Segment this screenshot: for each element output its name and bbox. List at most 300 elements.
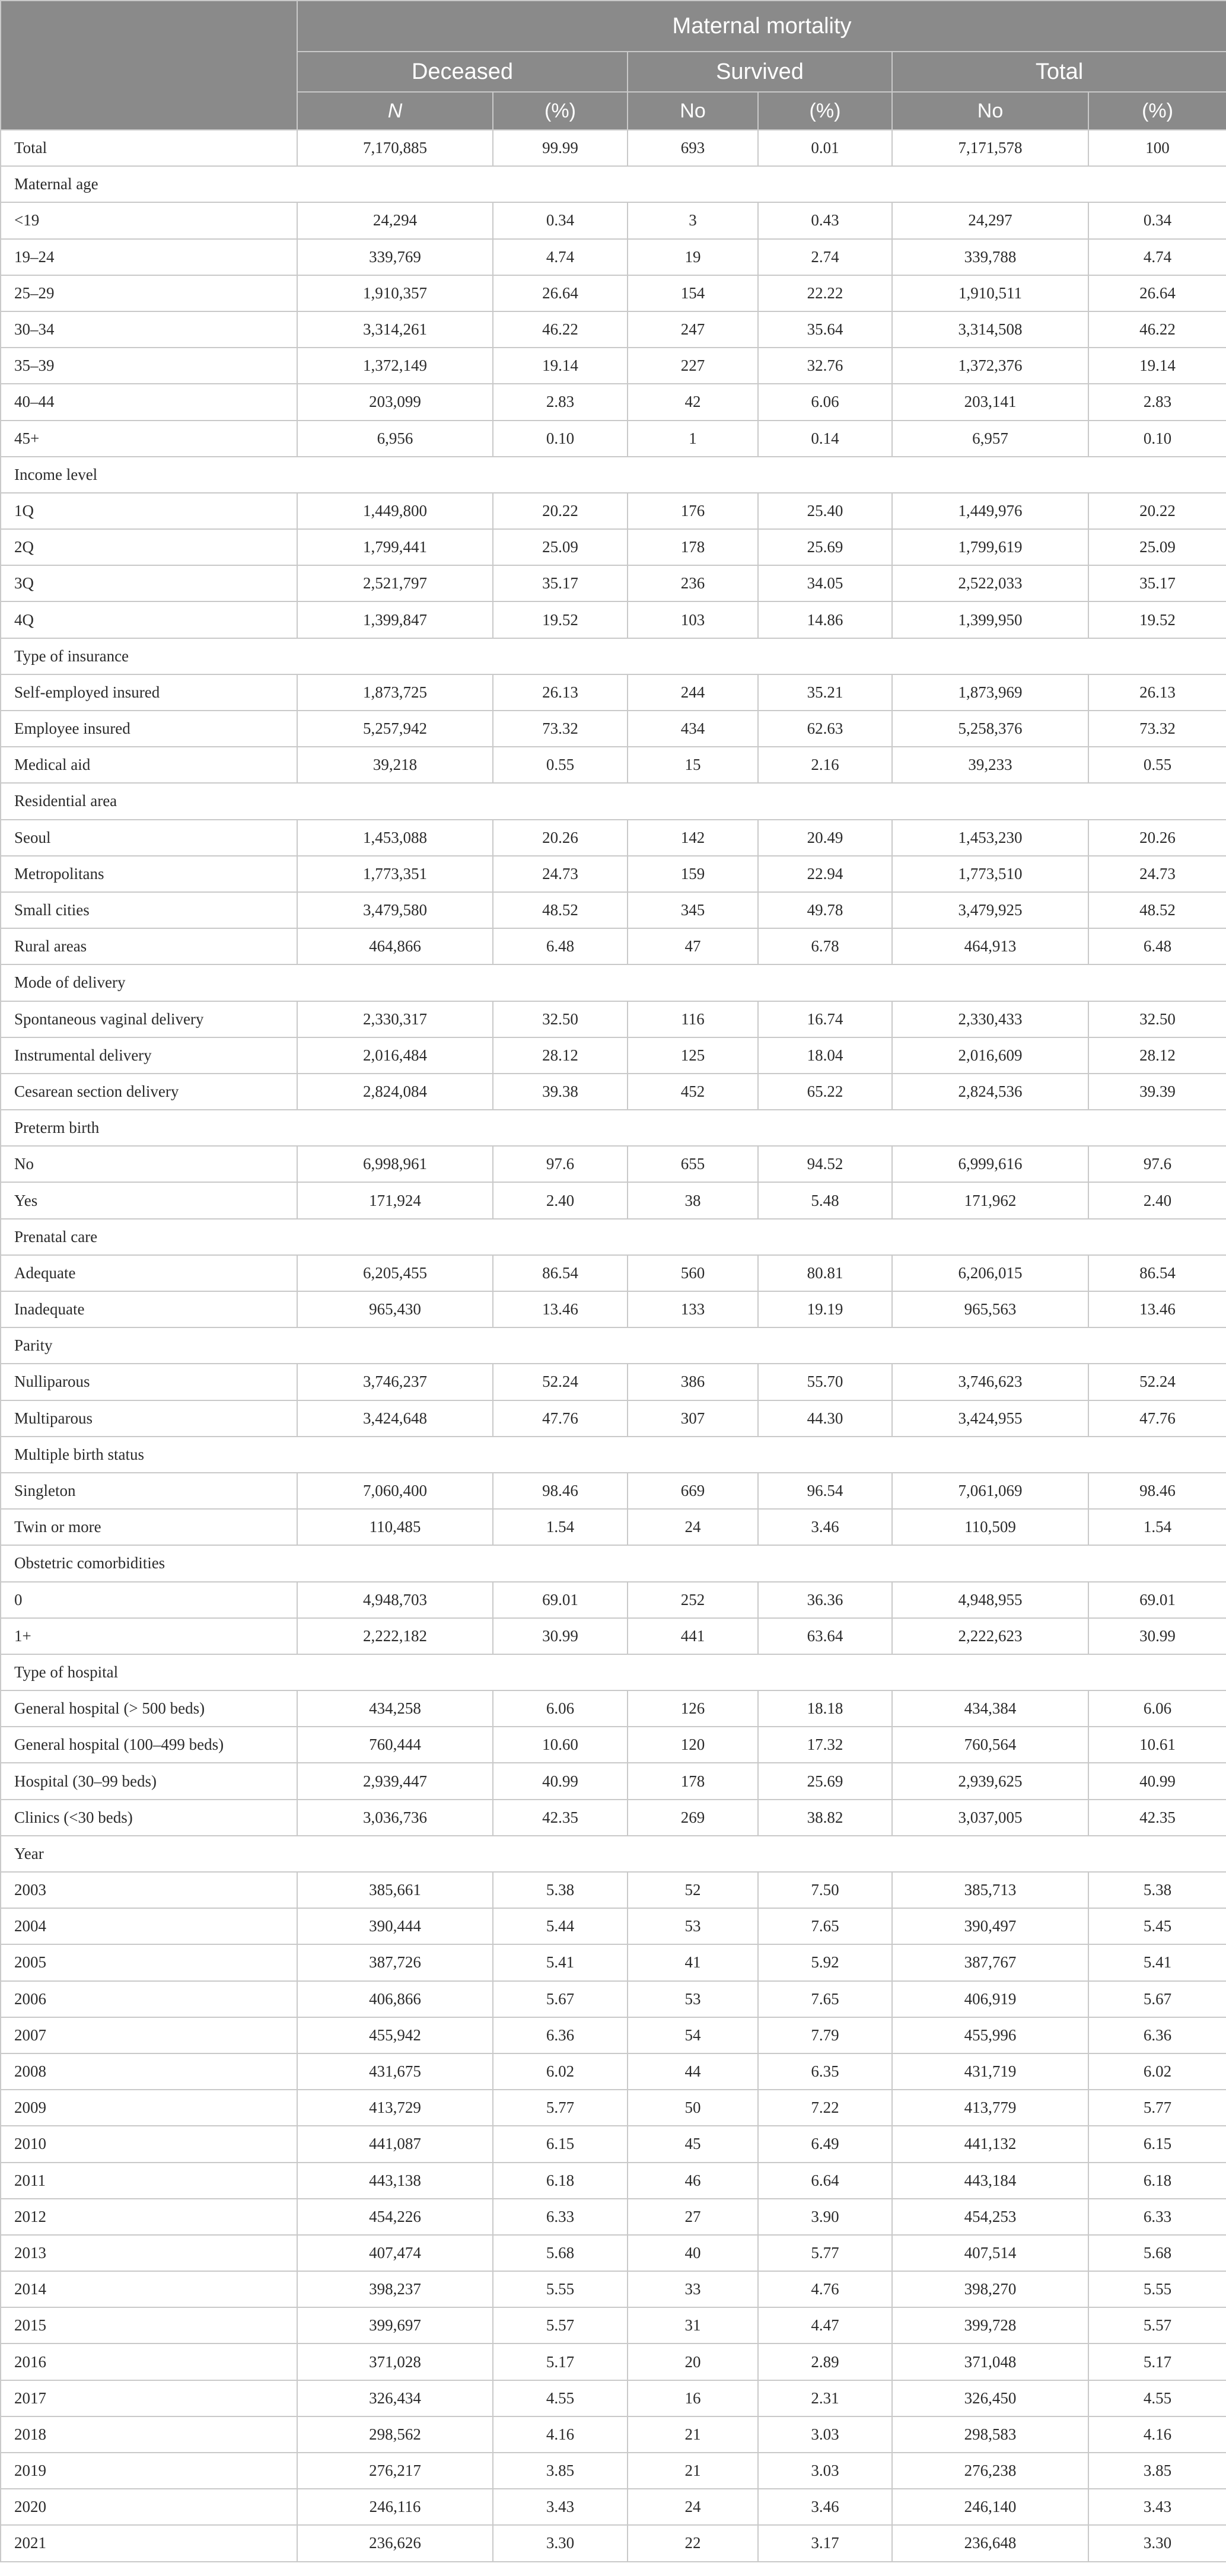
deceased-pct-cell: 99.99 <box>493 130 628 166</box>
deceased-n-cell: 441,087 <box>297 2126 493 2162</box>
survived-no-cell: 441 <box>628 1618 758 1654</box>
row-label: Instrumental delivery <box>1 1037 297 1074</box>
deceased-pct-cell: 6.18 <box>493 2163 628 2199</box>
deceased-n-cell: 3,746,237 <box>297 1364 493 1400</box>
survived-pct-cell: 2.89 <box>758 2343 892 2380</box>
survived-no-cell: 345 <box>628 892 758 928</box>
section-header-row <box>1 1219 1226 1255</box>
deceased-n-cell: 2,330,317 <box>297 1001 493 1037</box>
table-body <box>1 130 1226 2562</box>
deceased-pct-cell: 98.46 <box>493 1473 628 1509</box>
survived-pct-cell: 25.69 <box>758 529 892 565</box>
deceased-pct-cell: 10.60 <box>493 1727 628 1763</box>
row-label: 2010 <box>1 2126 297 2162</box>
total-no-cell: 276,238 <box>892 2453 1088 2489</box>
deceased-pct-cell: 19.52 <box>493 601 628 638</box>
row-label: Total <box>1 130 297 166</box>
table-row <box>1 348 1226 384</box>
row-label: General hospital (100–499 beds) <box>1 1727 297 1763</box>
survived-no-cell: 3 <box>628 202 758 238</box>
table-row <box>1 747 1226 783</box>
survived-no-cell: 386 <box>628 1364 758 1400</box>
deceased-pct-cell: 5.44 <box>493 1908 628 1944</box>
survived-pct-cell: 96.54 <box>758 1473 892 1509</box>
row-label: Medical aid <box>1 747 297 783</box>
deceased-n-cell: 390,444 <box>297 1908 493 1944</box>
survived-pct-cell: 6.49 <box>758 2126 892 2162</box>
row-label: 2012 <box>1 2199 297 2235</box>
total-no-cell: 7,061,069 <box>892 1473 1088 1509</box>
survived-pct-cell: 3.17 <box>758 2525 892 2561</box>
survived-no-cell: 154 <box>628 275 758 311</box>
deceased-n-cell: 371,028 <box>297 2343 493 2380</box>
survived-pct-cell: 25.40 <box>758 493 892 529</box>
section-label: Income level <box>1 457 1226 493</box>
total-no-cell: 4,948,955 <box>892 1582 1088 1618</box>
survived-pct-cell: 7.79 <box>758 2017 892 2053</box>
total-no-cell: 1,449,976 <box>892 493 1088 529</box>
section-label: Prenatal care <box>1 1219 1226 1255</box>
total-no-cell: 3,746,623 <box>892 1364 1088 1400</box>
total-pct-cell: 28.12 <box>1088 1037 1226 1074</box>
survived-no-cell: 21 <box>628 2453 758 2489</box>
total-pct-cell: 0.34 <box>1088 202 1226 238</box>
survived-pct-cell: 49.78 <box>758 892 892 928</box>
total-no-cell: 965,563 <box>892 1291 1088 1327</box>
survived-no-cell: 47 <box>628 928 758 964</box>
survived-pct-cell: 35.21 <box>758 674 892 711</box>
survived-pct-cell: 22.94 <box>758 856 892 892</box>
total-no-cell: 39,233 <box>892 747 1088 783</box>
table-row <box>1 2053 1226 2090</box>
deceased-n-cell: 1,773,351 <box>297 856 493 892</box>
deceased-pct-cell: 4.16 <box>493 2416 628 2453</box>
row-label: Twin or more <box>1 1509 297 1545</box>
total-no-cell: 203,141 <box>892 384 1088 420</box>
survived-no-cell: 22 <box>628 2525 758 2561</box>
table-row <box>1 2199 1226 2235</box>
total-no-cell: 2,222,623 <box>892 1618 1088 1654</box>
deceased-n-cell: 2,521,797 <box>297 565 493 601</box>
row-label: 2005 <box>1 1944 297 1980</box>
deceased-pct-cell: 3.30 <box>493 2525 628 2561</box>
section-header-row <box>1 457 1226 493</box>
deceased-n-cell: 387,726 <box>297 1944 493 1980</box>
survived-pct-cell: 38.82 <box>758 1800 892 1836</box>
section-header-row <box>1 1545 1226 1581</box>
section-header-row <box>1 1437 1226 1473</box>
row-label: Metropolitans <box>1 856 297 892</box>
table-row <box>1 1001 1226 1037</box>
total-no-cell: 326,450 <box>892 2380 1088 2416</box>
deceased-pct-cell: 6.48 <box>493 928 628 964</box>
table-row <box>1 1037 1226 1074</box>
total-pct-cell: 97.6 <box>1088 1146 1226 1182</box>
survived-no-cell: 244 <box>628 674 758 711</box>
deceased-n-cell: 246,116 <box>297 2489 493 2525</box>
deceased-n-cell: 2,222,182 <box>297 1618 493 1654</box>
total-no-cell: 6,957 <box>892 421 1088 457</box>
deceased-pct-cell: 25.09 <box>493 529 628 565</box>
deceased-n-cell: 110,485 <box>297 1509 493 1545</box>
total-no-cell: 5,258,376 <box>892 711 1088 747</box>
table-row <box>1 601 1226 638</box>
survived-no-cell: 54 <box>628 2017 758 2053</box>
deceased-n-cell: 464,866 <box>297 928 493 964</box>
deceased-n-cell: 1,399,847 <box>297 601 493 638</box>
deceased-n-cell: 1,372,149 <box>297 348 493 384</box>
survived-no-cell: 560 <box>628 1255 758 1291</box>
table-row <box>1 421 1226 457</box>
table-row <box>1 2489 1226 2525</box>
section-label: Multiple birth status <box>1 1437 1226 1473</box>
table-row <box>1 711 1226 747</box>
table-row <box>1 1400 1226 1437</box>
row-label: Singleton <box>1 1473 297 1509</box>
deceased-n-cell: 6,998,961 <box>297 1146 493 1182</box>
total-no-cell: 431,719 <box>892 2053 1088 2090</box>
row-label: No <box>1 1146 297 1182</box>
deceased-n-cell: 1,799,441 <box>297 529 493 565</box>
total-pct-cell: 86.54 <box>1088 1255 1226 1291</box>
survived-pct-cell: 5.77 <box>758 2235 892 2271</box>
survived-pct-cell: 18.04 <box>758 1037 892 1074</box>
row-label: Cesarean section delivery <box>1 1074 297 1110</box>
total-pct-cell: 30.99 <box>1088 1618 1226 1654</box>
deceased-pct-cell: 26.64 <box>493 275 628 311</box>
total-no-cell: 398,270 <box>892 2271 1088 2307</box>
survived-pct-cell: 7.22 <box>758 2090 892 2126</box>
total-no-cell: 2,016,609 <box>892 1037 1088 1074</box>
total-no-cell: 407,514 <box>892 2235 1088 2271</box>
section-header-row <box>1 1836 1226 1872</box>
deceased-n-cell: 398,237 <box>297 2271 493 2307</box>
row-label: 30–34 <box>1 311 297 348</box>
total-pct-cell: 4.55 <box>1088 2380 1226 2416</box>
total-no-cell: 1,873,969 <box>892 674 1088 711</box>
subheader-total-pct: (%) <box>1088 92 1226 130</box>
deceased-n-cell: 6,956 <box>297 421 493 457</box>
survived-pct-cell: 55.70 <box>758 1364 892 1400</box>
deceased-pct-cell: 86.54 <box>493 1255 628 1291</box>
deceased-pct-cell: 40.99 <box>493 1763 628 1799</box>
total-no-cell: 1,799,619 <box>892 529 1088 565</box>
total-pct-cell: 5.67 <box>1088 1981 1226 2017</box>
survived-no-cell: 178 <box>628 1763 758 1799</box>
table-header <box>1 1 1226 130</box>
total-no-cell: 110,509 <box>892 1509 1088 1545</box>
survived-no-cell: 40 <box>628 2235 758 2271</box>
survived-no-cell: 38 <box>628 1182 758 1218</box>
section-header-row <box>1 166 1226 202</box>
table-row <box>1 1509 1226 1545</box>
row-label: 2019 <box>1 2453 297 2489</box>
deceased-n-cell: 236,626 <box>297 2525 493 2561</box>
deceased-pct-cell: 5.57 <box>493 2307 628 2343</box>
table-row <box>1 892 1226 928</box>
row-label: Seoul <box>1 820 297 856</box>
survived-pct-cell: 4.47 <box>758 2307 892 2343</box>
survived-no-cell: 44 <box>628 2053 758 2090</box>
survived-no-cell: 307 <box>628 1400 758 1437</box>
survived-pct-cell: 7.65 <box>758 1981 892 2017</box>
table-row <box>1 1763 1226 1799</box>
deceased-n-cell: 2,016,484 <box>297 1037 493 1074</box>
row-label: Hospital (30–99 beds) <box>1 1763 297 1799</box>
survived-no-cell: 41 <box>628 1944 758 1980</box>
deceased-pct-cell: 13.46 <box>493 1291 628 1327</box>
deceased-pct-cell: 26.13 <box>493 674 628 711</box>
total-no-cell: 413,779 <box>892 2090 1088 2126</box>
deceased-pct-cell: 2.40 <box>493 1182 628 1218</box>
section-header-row <box>1 638 1226 674</box>
survived-no-cell: 236 <box>628 565 758 601</box>
row-label: 2Q <box>1 529 297 565</box>
row-label: 45+ <box>1 421 297 457</box>
total-no-cell: 434,384 <box>892 1690 1088 1727</box>
survived-no-cell: 133 <box>628 1291 758 1327</box>
section-header-row <box>1 1110 1226 1146</box>
total-pct-cell: 3.85 <box>1088 2453 1226 2489</box>
total-no-cell: 7,171,578 <box>892 130 1088 166</box>
deceased-pct-cell: 3.85 <box>493 2453 628 2489</box>
deceased-n-cell: 2,824,084 <box>297 1074 493 1110</box>
total-no-cell: 3,479,925 <box>892 892 1088 928</box>
deceased-n-cell: 455,942 <box>297 2017 493 2053</box>
total-pct-cell: 5.57 <box>1088 2307 1226 2343</box>
deceased-pct-cell: 35.17 <box>493 565 628 601</box>
survived-pct-cell: 44.30 <box>758 1400 892 1437</box>
deceased-n-cell: 443,138 <box>297 2163 493 2199</box>
section-label: Type of hospital <box>1 1654 1226 1690</box>
total-pct-cell: 5.41 <box>1088 1944 1226 1980</box>
survived-no-cell: 159 <box>628 856 758 892</box>
total-pct-cell: 6.18 <box>1088 2163 1226 2199</box>
deceased-n-cell: 965,430 <box>297 1291 493 1327</box>
deceased-n-cell: 1,873,725 <box>297 674 493 711</box>
deceased-pct-cell: 47.76 <box>493 1400 628 1437</box>
table-row <box>1 1908 1226 1944</box>
row-label: 35–39 <box>1 348 297 384</box>
survived-no-cell: 178 <box>628 529 758 565</box>
row-label: Employee insured <box>1 711 297 747</box>
total-pct-cell: 32.50 <box>1088 1001 1226 1037</box>
table-row <box>1 1255 1226 1291</box>
total-pct-cell: 3.43 <box>1088 2489 1226 2525</box>
deceased-n-cell: 1,910,357 <box>297 275 493 311</box>
section-label: Type of insurance <box>1 638 1226 674</box>
deceased-pct-cell: 32.50 <box>493 1001 628 1037</box>
survived-pct-cell: 2.74 <box>758 239 892 275</box>
deceased-n-cell: 39,218 <box>297 747 493 783</box>
total-no-cell: 1,372,376 <box>892 348 1088 384</box>
deceased-n-cell: 326,434 <box>297 2380 493 2416</box>
table-row <box>1 1618 1226 1654</box>
total-no-cell: 2,939,625 <box>892 1763 1088 1799</box>
total-no-cell: 246,140 <box>892 2489 1088 2525</box>
total-pct-cell: 2.40 <box>1088 1182 1226 1218</box>
subheader-survived-no: No <box>628 92 758 130</box>
table-row <box>1 2416 1226 2453</box>
survived-no-cell: 125 <box>628 1037 758 1074</box>
section-label: Year <box>1 1836 1226 1872</box>
table-row <box>1 2343 1226 2380</box>
row-label: 40–44 <box>1 384 297 420</box>
total-no-cell: 3,424,955 <box>892 1400 1088 1437</box>
total-no-cell: 385,713 <box>892 1872 1088 1908</box>
survived-pct-cell: 2.31 <box>758 2380 892 2416</box>
deceased-n-cell: 406,866 <box>297 1981 493 2017</box>
survived-pct-cell: 80.81 <box>758 1255 892 1291</box>
survived-pct-cell: 2.16 <box>758 747 892 783</box>
survived-no-cell: 120 <box>628 1727 758 1763</box>
header-deceased: Deceased <box>297 52 628 92</box>
table-row <box>1 1800 1226 1836</box>
table-row <box>1 1727 1226 1763</box>
survived-pct-cell: 63.64 <box>758 1618 892 1654</box>
deceased-pct-cell: 6.36 <box>493 2017 628 2053</box>
table-row <box>1 1690 1226 1727</box>
survived-no-cell: 33 <box>628 2271 758 2307</box>
deceased-n-cell: 276,217 <box>297 2453 493 2489</box>
survived-no-cell: 46 <box>628 2163 758 2199</box>
section-label: Mode of delivery <box>1 964 1226 1001</box>
row-label: 2004 <box>1 1908 297 1944</box>
deceased-n-cell: 7,170,885 <box>297 130 493 166</box>
deceased-pct-cell: 6.02 <box>493 2053 628 2090</box>
survived-pct-cell: 36.36 <box>758 1582 892 1618</box>
table-row <box>1 202 1226 238</box>
table-row <box>1 239 1226 275</box>
total-pct-cell: 48.52 <box>1088 892 1226 928</box>
deceased-n-cell: 413,729 <box>297 2090 493 2126</box>
table-row <box>1 1182 1226 1218</box>
survived-pct-cell: 19.19 <box>758 1291 892 1327</box>
survived-no-cell: 669 <box>628 1473 758 1509</box>
table-row <box>1 1582 1226 1618</box>
total-pct-cell: 6.48 <box>1088 928 1226 964</box>
survived-pct-cell: 3.90 <box>758 2199 892 2235</box>
deceased-n-cell: 3,314,261 <box>297 311 493 348</box>
row-label: 2017 <box>1 2380 297 2416</box>
deceased-n-cell: 3,424,648 <box>297 1400 493 1437</box>
survived-no-cell: 269 <box>628 1800 758 1836</box>
header-group-title: Maternal mortality <box>297 1 1226 52</box>
total-pct-cell: 26.64 <box>1088 275 1226 311</box>
total-no-cell: 3,314,508 <box>892 311 1088 348</box>
total-no-cell: 1,399,950 <box>892 601 1088 638</box>
row-label: <19 <box>1 202 297 238</box>
survived-no-cell: 50 <box>628 2090 758 2126</box>
row-label: Adequate <box>1 1255 297 1291</box>
deceased-pct-cell: 73.32 <box>493 711 628 747</box>
row-label: 2014 <box>1 2271 297 2307</box>
header-total: Total <box>892 52 1226 92</box>
total-pct-cell: 19.14 <box>1088 348 1226 384</box>
total-pct-cell: 5.45 <box>1088 1908 1226 1944</box>
survived-no-cell: 247 <box>628 311 758 348</box>
survived-pct-cell: 6.35 <box>758 2053 892 2090</box>
table-row <box>1 2271 1226 2307</box>
row-label: Clinics (<30 beds) <box>1 1800 297 1836</box>
deceased-n-cell: 434,258 <box>297 1690 493 1727</box>
total-no-cell: 339,788 <box>892 239 1088 275</box>
survived-no-cell: 52 <box>628 1872 758 1908</box>
survived-pct-cell: 6.78 <box>758 928 892 964</box>
subheader-survived-pct: (%) <box>758 92 892 130</box>
row-label: 4Q <box>1 601 297 638</box>
total-pct-cell: 0.55 <box>1088 747 1226 783</box>
deceased-n-cell: 5,257,942 <box>297 711 493 747</box>
row-label: 2016 <box>1 2343 297 2380</box>
survived-no-cell: 176 <box>628 493 758 529</box>
survived-no-cell: 27 <box>628 2199 758 2235</box>
row-label: 2008 <box>1 2053 297 2090</box>
survived-no-cell: 452 <box>628 1074 758 1110</box>
deceased-n-cell: 2,939,447 <box>297 1763 493 1799</box>
survived-no-cell: 16 <box>628 2380 758 2416</box>
deceased-n-cell: 760,444 <box>297 1727 493 1763</box>
survived-pct-cell: 7.50 <box>758 1872 892 1908</box>
total-no-cell: 441,132 <box>892 2126 1088 2162</box>
row-label: 25–29 <box>1 275 297 311</box>
total-pct-cell: 24.73 <box>1088 856 1226 892</box>
survived-pct-cell: 32.76 <box>758 348 892 384</box>
deceased-pct-cell: 5.38 <box>493 1872 628 1908</box>
survived-no-cell: 31 <box>628 2307 758 2343</box>
subheader-deceased-pct: (%) <box>493 92 628 130</box>
total-no-cell: 390,497 <box>892 1908 1088 1944</box>
table-row <box>1 856 1226 892</box>
total-pct-cell: 39.39 <box>1088 1074 1226 1110</box>
row-label: 0 <box>1 1582 297 1618</box>
table-row <box>1 2090 1226 2126</box>
survived-pct-cell: 6.64 <box>758 2163 892 2199</box>
deceased-pct-cell: 4.74 <box>493 239 628 275</box>
table-row <box>1 311 1226 348</box>
survived-no-cell: 103 <box>628 601 758 638</box>
deceased-pct-cell: 0.10 <box>493 421 628 457</box>
survived-no-cell: 15 <box>628 747 758 783</box>
survived-no-cell: 126 <box>628 1690 758 1727</box>
survived-pct-cell: 14.86 <box>758 601 892 638</box>
total-pct-cell: 10.61 <box>1088 1727 1226 1763</box>
survived-pct-cell: 6.06 <box>758 384 892 420</box>
row-label: 2011 <box>1 2163 297 2199</box>
deceased-pct-cell: 20.26 <box>493 820 628 856</box>
total-pct-cell: 3.30 <box>1088 2525 1226 2561</box>
survived-pct-cell: 18.18 <box>758 1690 892 1727</box>
deceased-pct-cell: 19.14 <box>493 348 628 384</box>
row-label: Yes <box>1 1182 297 1218</box>
section-header-row <box>1 1327 1226 1364</box>
deceased-pct-cell: 46.22 <box>493 311 628 348</box>
row-label: 2021 <box>1 2525 297 2561</box>
subheader-total-no: No <box>892 92 1088 130</box>
total-pct-cell: 20.22 <box>1088 493 1226 529</box>
deceased-pct-cell: 1.54 <box>493 1509 628 1545</box>
row-label: 2003 <box>1 1872 297 1908</box>
total-pct-cell: 42.35 <box>1088 1800 1226 1836</box>
section-label: Obstetric comorbidities <box>1 1545 1226 1581</box>
deceased-pct-cell: 6.15 <box>493 2126 628 2162</box>
section-header-row <box>1 1654 1226 1690</box>
row-label: Rural areas <box>1 928 297 964</box>
total-pct-cell: 5.17 <box>1088 2343 1226 2380</box>
total-pct-cell: 6.02 <box>1088 2053 1226 2090</box>
total-pct-cell: 5.77 <box>1088 2090 1226 2126</box>
survived-pct-cell: 35.64 <box>758 311 892 348</box>
